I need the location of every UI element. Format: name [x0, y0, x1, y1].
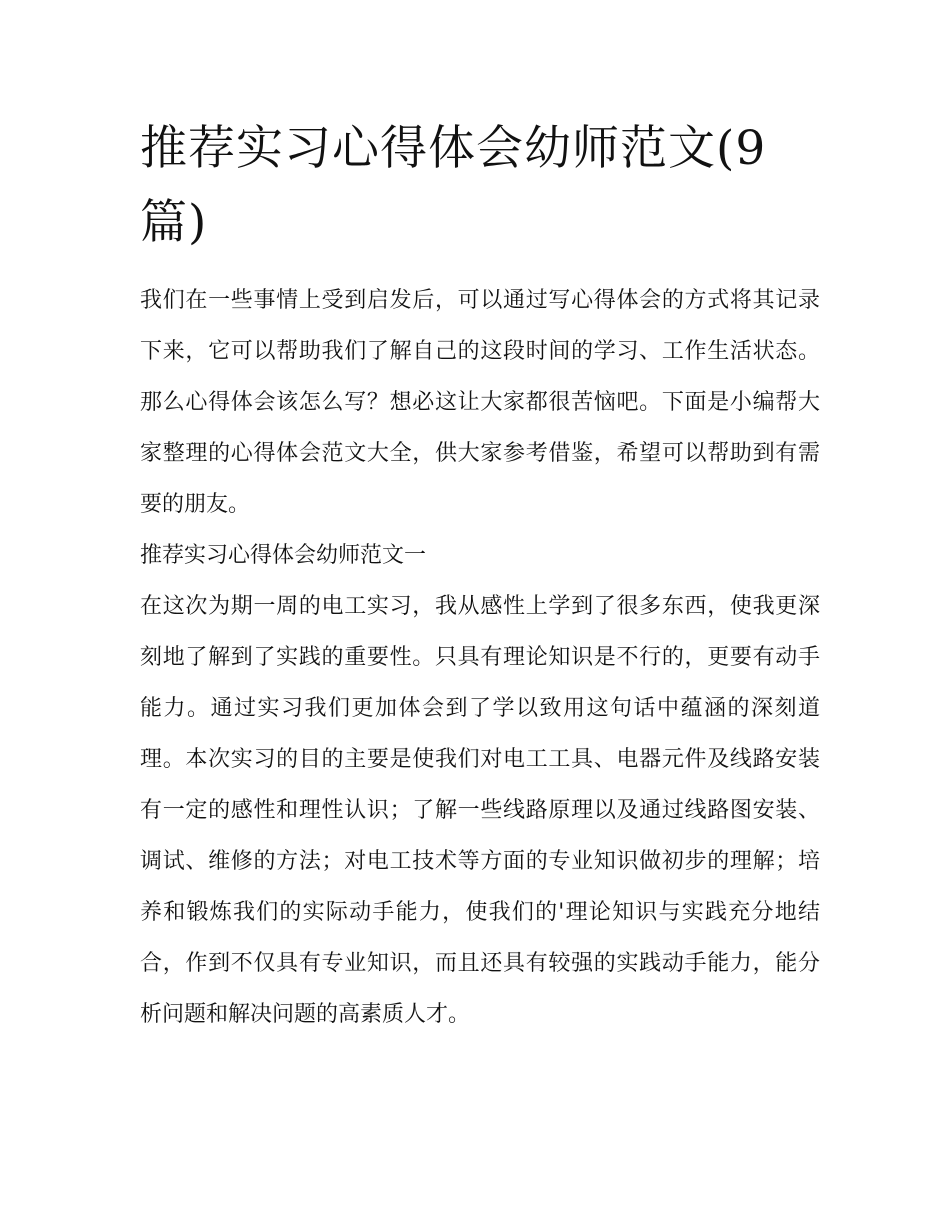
- intro-paragraph: 我们在一些事情上受到启发后，可以通过写心得体会的方式将其记录下来，它可以帮助我们了解自己的这段时间的学习、工作生活状态。那么心得体会该怎么写？想必这让大家都很苦恼吧。下面是小编帮大家整理的心得体会范文大全，供大家参考借鉴，希望可以帮助到有需要的朋友。: [140, 288, 820, 517]
- section-paragraph: 在这次为期一周的电工实习，我从感性上学到了很多东西，使我更深刻地了解到了实践的重要性。只具有理论知识是不行的，更要有动手能力。通过实习我们更加体会到了学以致用这句话中蕴涵的深刻道理。本次实习的目的主要是使我们对电工工具、电器元件及线路安装有一定的感性和理性认识；了解一些线路原理以及通过线路图安装、调试、维修的方法；对电工技术等方面的专业知识做初步的理解；培养和锻炼我们的实际动手能力，使我们的'理论知识与实践充分地结合，作到不仅具有专业知识，而且还具有较强的实践动手能力，能分析问题和解决问题的高素质人才。: [140, 594, 820, 1027]
- document-title: 推荐实习心得体会幼师范文(9篇): [140, 121, 767, 250]
- section-heading: 推荐实习心得体会幼师范文一: [140, 543, 427, 568]
- document-body: [140, 275, 820, 1040]
